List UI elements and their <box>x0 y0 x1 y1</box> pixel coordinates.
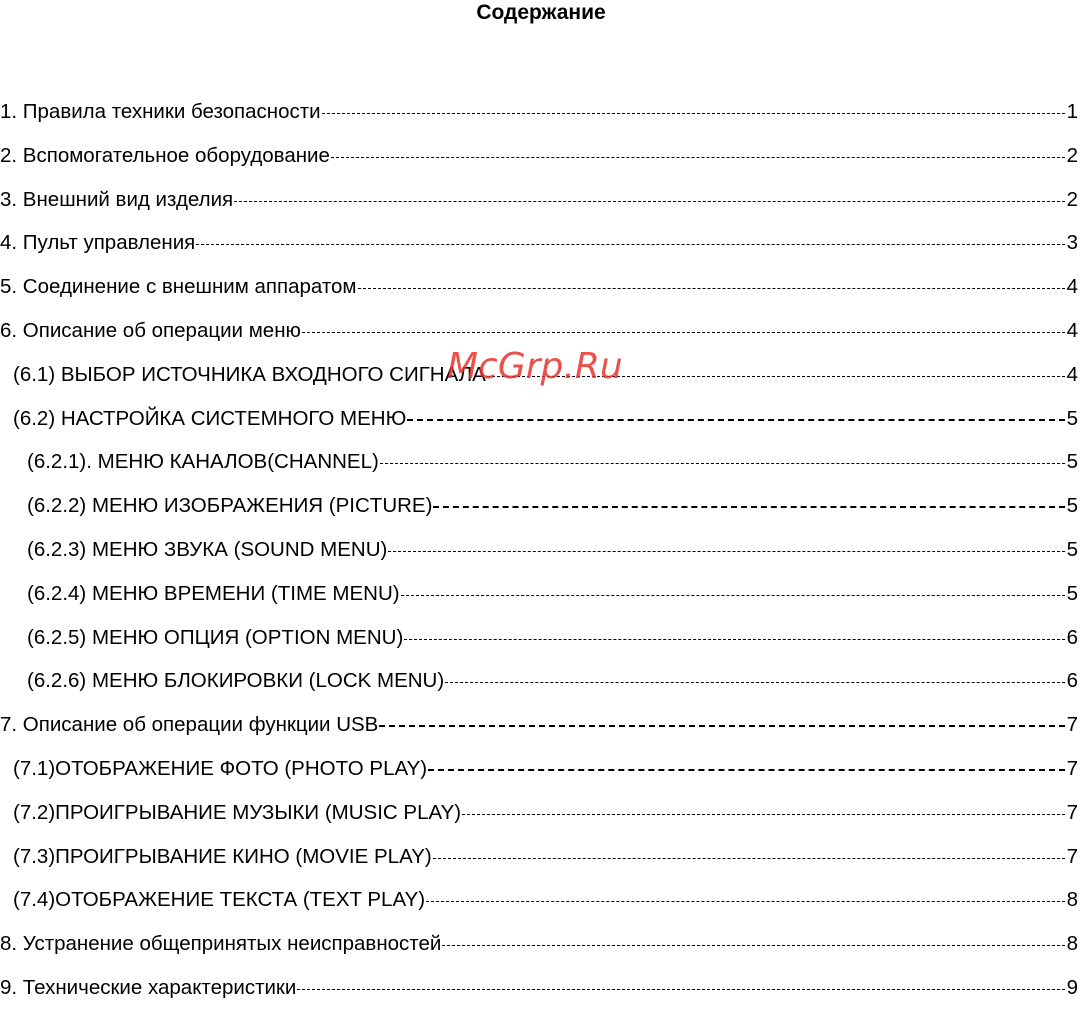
toc-page-number: 7 <box>1066 844 1078 868</box>
toc-entry <box>0 579 1082 623</box>
toc-entry <box>0 929 1082 973</box>
toc-dot-leader <box>433 858 1065 859</box>
toc-entry-label: (6.2.2) МЕНЮ ИЗОБРАЖЕНИЯ (PICTURE) <box>27 494 433 518</box>
toc-entry <box>0 228 1082 272</box>
toc-dot-leader <box>297 989 1065 990</box>
toc-entry-label: 6. Описание об операции меню <box>0 318 301 342</box>
toc-page-number: 8 <box>1066 932 1078 956</box>
toc-entry-label: 9. Технические характеристики <box>0 975 297 999</box>
toc-dot-leader <box>302 332 1065 333</box>
toc-page-number: 2 <box>1066 187 1078 211</box>
toc-page-number: 5 <box>1066 406 1078 430</box>
toc-dot-leader <box>234 201 1065 202</box>
toc-entry-label: (6.2.1). МЕНЮ КАНАЛОВ(CHANNEL) <box>27 450 379 474</box>
toc-page-number: 4 <box>1066 275 1078 299</box>
toc-entry-label: 7. Описание об операции функции USB <box>0 713 379 737</box>
toc-entry <box>0 973 1082 1017</box>
toc-page-number: 2 <box>1066 143 1078 167</box>
toc-page-number: 5 <box>1066 537 1078 561</box>
toc-entry-label: (7.1)ОТОБРАЖЕНИЕ ФОТО (PHOTO PLAY) <box>13 756 428 780</box>
toc-dot-leader <box>358 288 1065 289</box>
toc-dot-leader <box>379 725 1065 727</box>
toc-page-number: 5 <box>1066 581 1078 605</box>
toc-page-number: 8 <box>1066 888 1078 912</box>
toc-entry <box>0 272 1082 316</box>
toc-page-number: 4 <box>1066 362 1078 386</box>
toc-dot-leader <box>401 595 1065 596</box>
toc-entry-label: 1. Правила техники безопасности <box>0 100 321 123</box>
toc-entry <box>0 404 1082 448</box>
toc-entry-label: 4. Пульт управления <box>0 231 196 255</box>
toc-entry-label: (7.2)ПРОИГРЫВАНИЕ МУЗЫКИ (MUSIC PLAY) <box>13 800 462 824</box>
toc-entry-label: (6.2.5) МЕНЮ ОПЦИЯ (OPTION MENU) <box>27 625 404 649</box>
toc-dot-leader <box>322 113 1065 114</box>
toc-dot-leader <box>388 551 1065 552</box>
toc-entry <box>0 885 1082 929</box>
toc-entry <box>0 491 1082 535</box>
toc-dot-leader <box>407 419 1065 421</box>
toc-dot-leader <box>428 769 1065 771</box>
toc-page-number: 5 <box>1066 494 1078 518</box>
toc-entry <box>0 842 1082 886</box>
toc-page-number: 7 <box>1066 756 1078 780</box>
toc-entry-label: (7.4)ОТОБРАЖЕНИЕ ТЕКСТА (TEXT PLAY) <box>13 888 426 912</box>
toc-dot-leader <box>426 901 1065 902</box>
toc-page-number: 1 <box>1066 100 1078 123</box>
toc-entry <box>0 623 1082 667</box>
toc-entry-label: 8. Устранение общепринятых неисправностей <box>0 932 442 956</box>
toc-entry <box>0 185 1082 229</box>
toc-entry-label: 2. Вспомогательное оборудование <box>0 143 330 167</box>
toc-entry <box>0 535 1082 579</box>
toc-dot-leader <box>380 463 1065 464</box>
toc-dot-leader <box>445 682 1065 683</box>
toc-entry-label: (6.2.3) МЕНЮ ЗВУКА (SOUND MENU) <box>27 537 388 561</box>
toc-page-number: 7 <box>1066 713 1078 737</box>
toc-entry-label: (6.2.4) МЕНЮ ВРЕМЕНИ (TIME MENU) <box>27 581 400 605</box>
toc-dot-leader <box>442 945 1065 946</box>
toc-dot-leader <box>196 244 1065 245</box>
toc-dot-leader <box>433 506 1065 508</box>
toc-entry-label: (6.2) НАСТРОЙКА СИСТЕМНОГО МЕНЮ <box>13 406 407 430</box>
toc-entry-label: 3. Внешний вид изделия <box>0 187 234 211</box>
toc-page-number: 6 <box>1066 669 1078 693</box>
toc-entry <box>0 447 1082 491</box>
toc-entry-label: (6.1) ВЫБОР ИСТОЧНИКА ВХОДНОГО СИГНАЛА <box>13 362 486 386</box>
toc-entry <box>0 754 1082 798</box>
toc-page-number: 6 <box>1066 625 1078 649</box>
toc-page-number: 4 <box>1066 318 1078 342</box>
toc-page-number: 3 <box>1066 231 1078 255</box>
toc-page-number: 9 <box>1066 975 1078 999</box>
toc-entry <box>0 97 1082 141</box>
toc-entry <box>0 710 1082 754</box>
page-title: Содержание <box>476 1 606 24</box>
toc-page-number: 5 <box>1066 450 1078 474</box>
toc-entry <box>0 141 1082 185</box>
toc-entry <box>0 798 1082 842</box>
table-of-contents <box>0 97 1082 1017</box>
toc-dot-leader <box>331 157 1065 158</box>
toc-page-number: 7 <box>1066 800 1078 824</box>
toc-entry <box>0 666 1082 710</box>
toc-dot-leader <box>404 639 1065 640</box>
toc-entry-label: (6.2.6) МЕНЮ БЛОКИРОВКИ (LOCK MENU) <box>27 669 445 693</box>
toc-entry-label: (7.3)ПРОИГРЫВАНИЕ КИНО (MOVIE PLAY) <box>13 844 432 868</box>
toc-dot-leader <box>462 814 1065 815</box>
watermark: McGrp.Ru <box>447 346 623 387</box>
toc-entry-label: 5. Соединение с внешним аппаратом <box>0 275 357 299</box>
